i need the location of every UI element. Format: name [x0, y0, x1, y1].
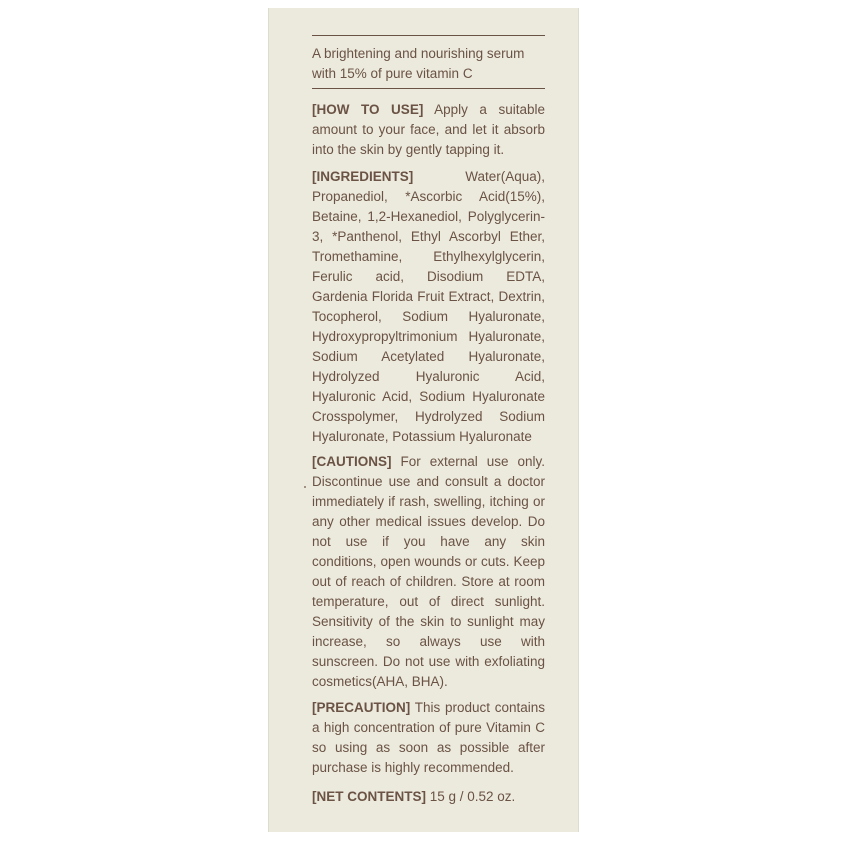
cautions-label: [CAUTIONS] [312, 454, 392, 469]
how-to-use-section [312, 100, 545, 160]
cautions-section [312, 452, 545, 692]
product-box-panel [268, 8, 579, 832]
product-tagline: A brightening and nourishing serum with 15% of pure vitamin C [312, 46, 525, 81]
how-to-use-text: Apply a suitable amount to your face, and let it absorb into the skin by gently tapping it. [312, 102, 545, 157]
tagline-divider [312, 88, 545, 89]
net-contents-section [312, 787, 545, 807]
precaution-section [312, 698, 545, 778]
precaution-text: This product contains a high concentration of pure Vitamin C so using as soon as possible after purchase is highly recommended. [312, 700, 545, 775]
ingredients-label: [INGREDIENTS] [312, 169, 414, 184]
ingredients-section [312, 167, 545, 447]
net-contents-text: 15 g / 0.52 oz. [426, 789, 516, 804]
cautions-text: For external use only. Discontinue use and consult a doctor immediately if rash, swelling, itching or any other medical issues develop. Do not use if you have any skin conditions, open wounds or cuts. Keep out of reach of children. Store at room temperature, out of direct sunlight. Sensitivity of the skin to sunlight may increase, so always use with sunscreen. Do not use with exfoliating cosmetics(AHA, BHA). [312, 454, 545, 689]
how-to-use-label: [HOW TO USE] [312, 102, 424, 117]
ingredients-text: Water(Aqua), Propanediol, *Ascorbic Acid(15%), Betaine, 1,2-Hexanediol, Polyglycerin-3, *Panthenol, Ethyl Ascorbyl Ether, Tromethamine, Ethylhexylglycerin, Ferulic acid, Disodium EDTA, Gardenia Florida Fruit Extract, Dextrin, Tocopherol, Sodium Hyaluronate, Hydroxypropyltrimonium Hyaluronate, Sodium Acetylated Hyaluronate, Hydrolyzed Hyaluronic Acid, Hyaluronic Acid, Sodium Hyaluronate Crosspolymer, Hydrolyzed Sodium Hyaluronate, Potassium Hyaluronate [312, 169, 545, 444]
net-contents-label: [NET CONTENTS] [312, 789, 426, 804]
print-speck [304, 486, 306, 488]
top-divider [312, 35, 545, 36]
precaution-label: [PRECAUTION] [312, 700, 411, 715]
